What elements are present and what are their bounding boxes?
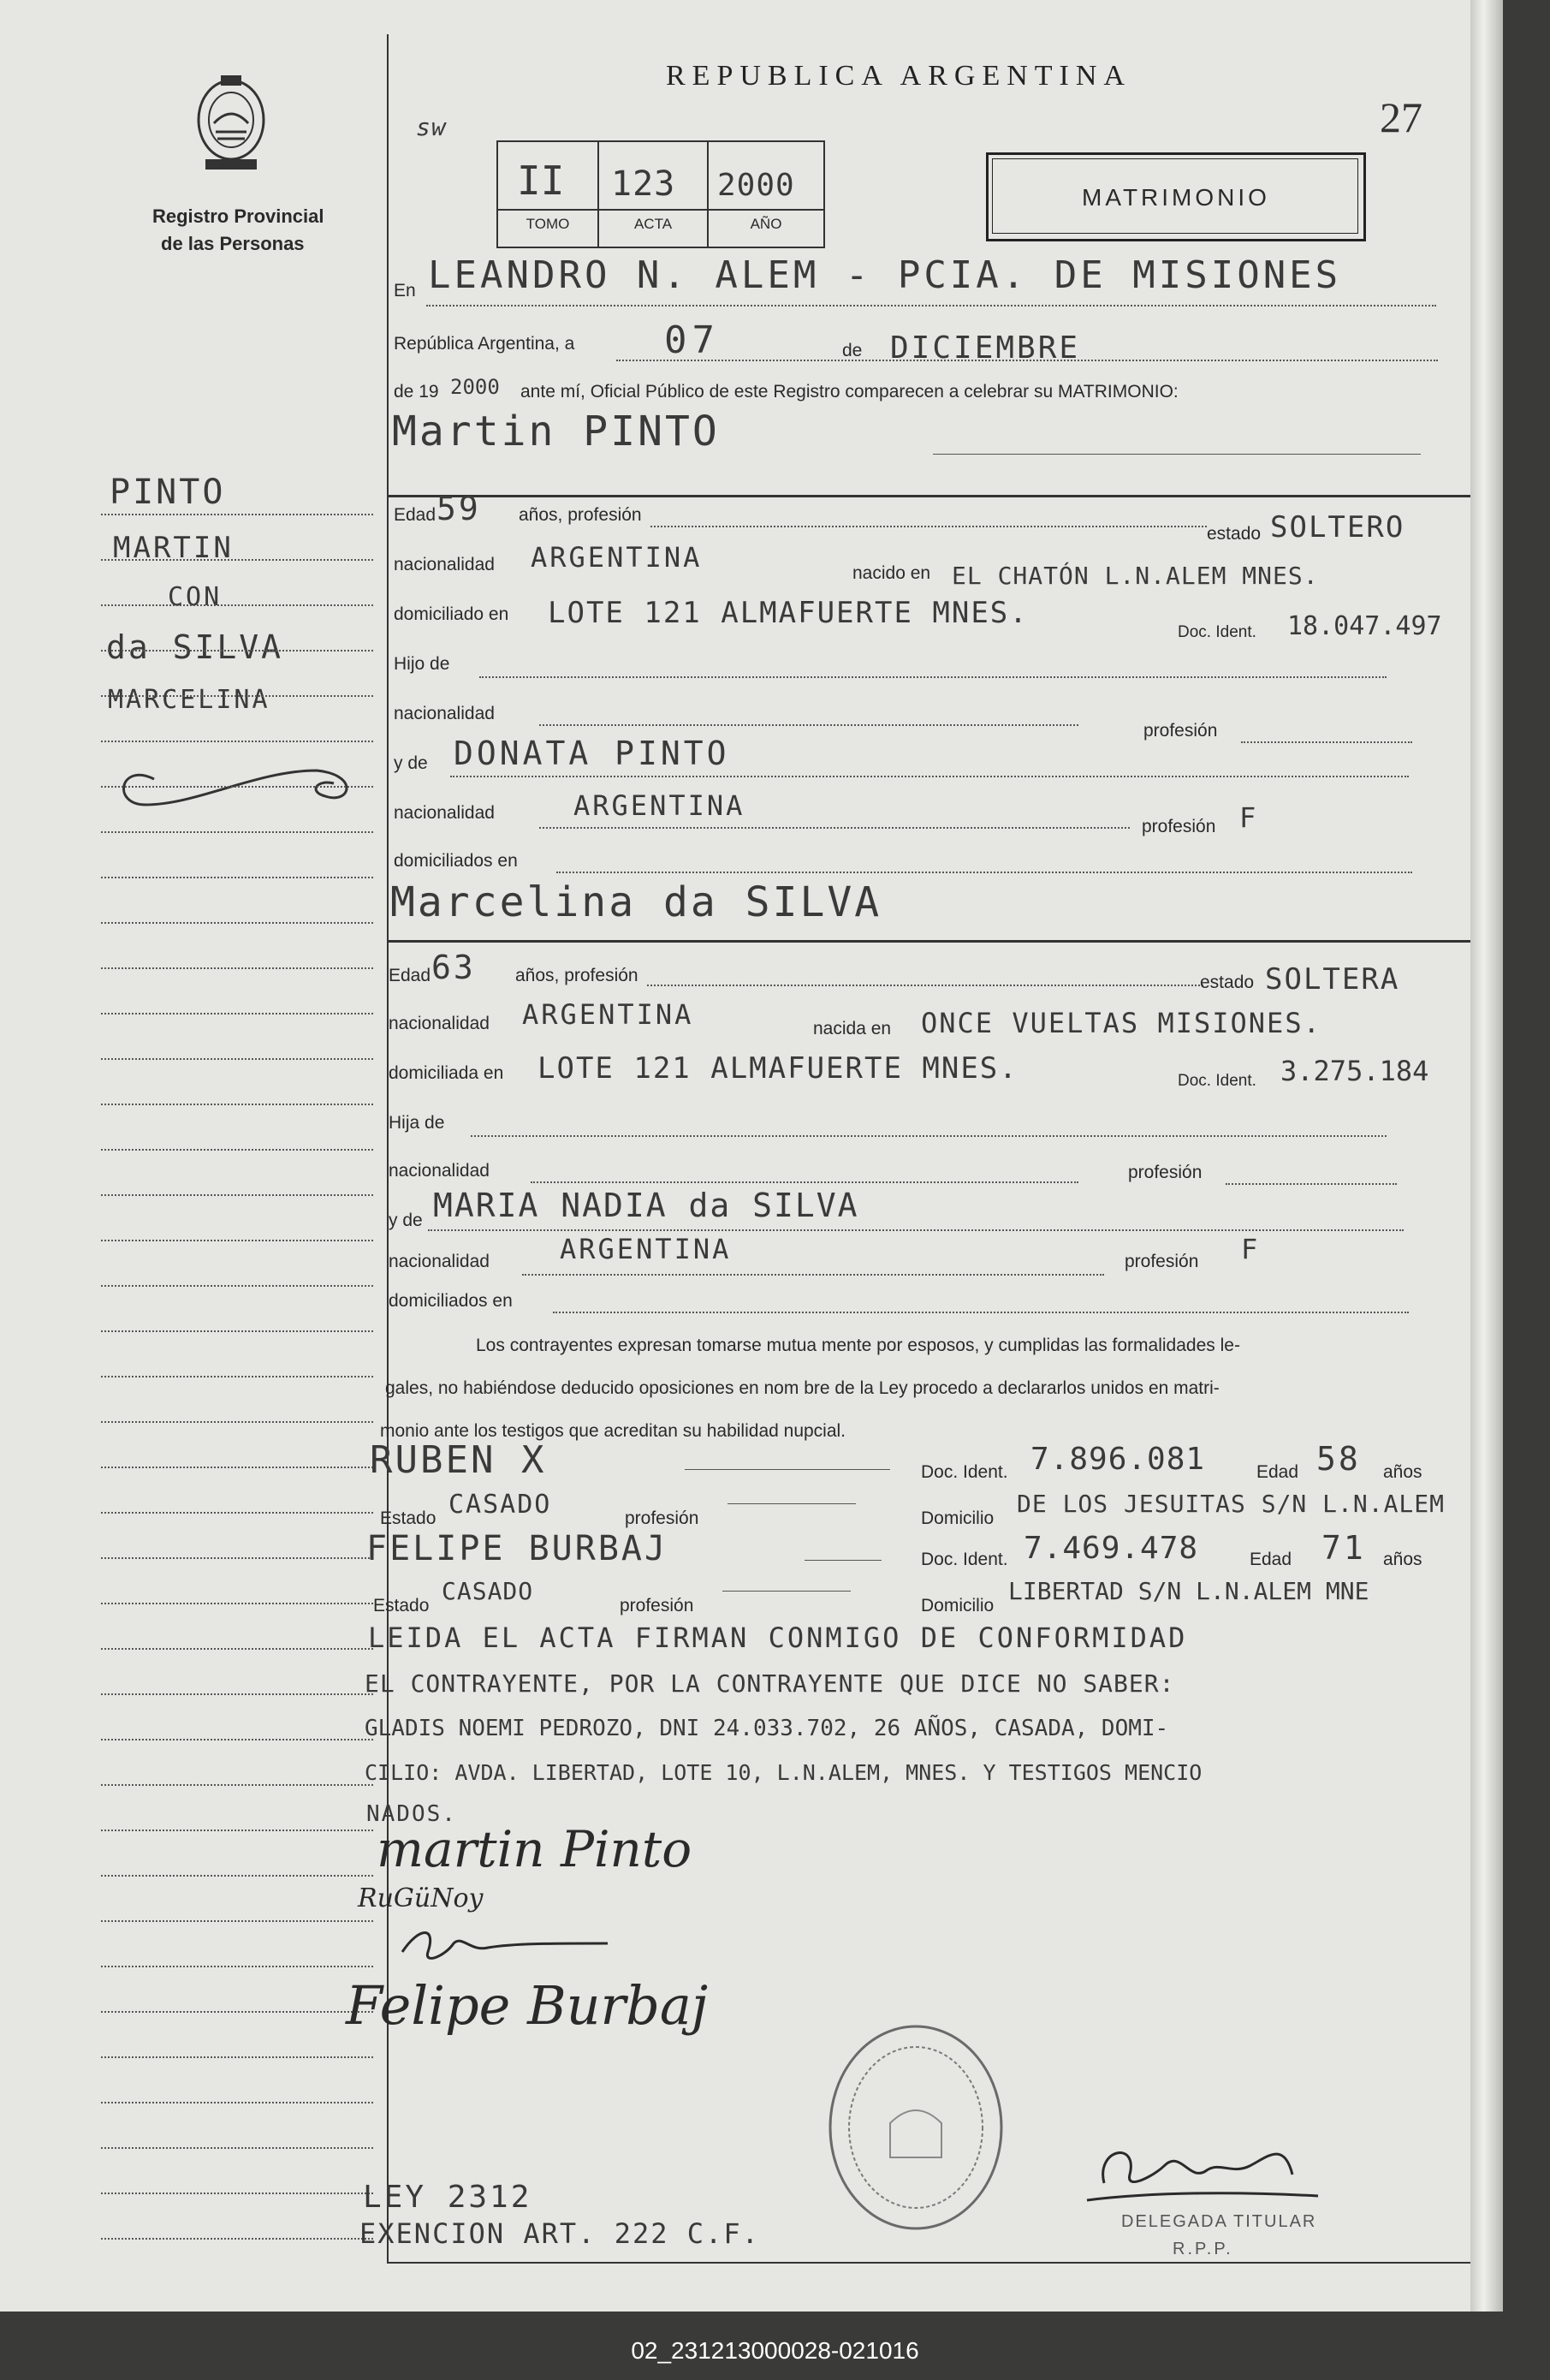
witness1-domicilio-value: DE LOS JESUITAS S/N L.N.ALEM bbox=[1017, 1490, 1446, 1518]
notes-line5: NADOS. bbox=[366, 1801, 457, 1827]
declaration-line1: Los contrayentes expresan tomarse mutua mente por esposos, y cumplidas las formalidades le- bbox=[476, 1336, 1240, 1355]
margin-ruled-line bbox=[101, 1920, 373, 1922]
groom-section-rule bbox=[389, 495, 1470, 497]
margin-ruled-line bbox=[101, 1194, 373, 1196]
margin-ruled-line bbox=[101, 1013, 373, 1014]
marginal-note: sw bbox=[416, 113, 447, 141]
place-value: LEANDRO N. ALEM - PCIA. DE MISIONES bbox=[428, 253, 1342, 297]
witness1-doc-value: 7.896.081 bbox=[1030, 1442, 1206, 1477]
bride-mother-value: MARIA NADIA da SILVA bbox=[433, 1187, 859, 1224]
bride-father-line bbox=[471, 1135, 1387, 1137]
groom-father-line bbox=[479, 676, 1387, 678]
margin-ruled-line bbox=[101, 1421, 373, 1423]
official-stamp-icon bbox=[822, 2020, 1010, 2234]
witness2-name-line bbox=[805, 1560, 882, 1561]
margin-ruled-line bbox=[101, 1739, 373, 1740]
bride-father-prof-line bbox=[1226, 1183, 1397, 1185]
day-value: 07 bbox=[664, 318, 720, 362]
margin-ruled-line bbox=[101, 604, 373, 606]
margin-flourish-icon bbox=[103, 753, 359, 822]
margin-ruled-line bbox=[101, 877, 373, 878]
witness2-profesion-label: profesión bbox=[620, 1596, 694, 1615]
groom-profesion-line bbox=[650, 526, 1207, 527]
officer-text: ante mí, Oficial Público de este Registro comparecen a celebrar su MATRIMONIO: bbox=[520, 382, 1179, 402]
bride-domicilio-label: domiciliada en bbox=[389, 1063, 504, 1083]
margin-ruled-line bbox=[101, 1104, 373, 1105]
bride-domicilio-value: LOTE 121 ALMAFUERTE MNES. bbox=[537, 1051, 1018, 1086]
margin-ruled-line bbox=[101, 2238, 373, 2240]
groom-mother-value: DONATA PINTO bbox=[454, 735, 730, 772]
groom-domicilio-label: domiciliado en bbox=[394, 604, 509, 624]
groom-nacido-value: EL CHATÓN L.N.ALEM MNES. bbox=[952, 562, 1319, 590]
bride-estado-value: SOLTERA bbox=[1265, 962, 1400, 997]
margin-ruled-line bbox=[101, 741, 373, 742]
en-label: En bbox=[394, 281, 416, 300]
ano-cell bbox=[709, 142, 823, 247]
date-line bbox=[616, 360, 1438, 361]
bride-nacionalidad-label: nacionalidad bbox=[389, 1014, 490, 1033]
bride-mother-line bbox=[428, 1229, 1404, 1231]
officer-caption: DELEGADA TITULAR bbox=[1121, 2212, 1317, 2231]
margin-name-line: PINTO bbox=[110, 473, 226, 512]
year-prefix: de 19 bbox=[394, 382, 439, 402]
margin-ruled-line bbox=[101, 1784, 373, 1786]
bride-name: Marcelina da SILVA bbox=[390, 878, 882, 926]
margin-ruled-line bbox=[101, 559, 373, 561]
month-value: DICIEMBRE bbox=[890, 330, 1081, 366]
margin-name-line: MARTIN bbox=[113, 531, 234, 565]
bride-mother-nac-label: nacionalidad bbox=[389, 1252, 490, 1271]
margin-ruled-line bbox=[101, 2193, 373, 2194]
bride-mother-nac-line bbox=[522, 1274, 1104, 1276]
registry-name-line2: de las Personas bbox=[161, 233, 305, 254]
margin-ruled-line bbox=[101, 1966, 373, 1967]
bride-domiciliados-line bbox=[553, 1312, 1409, 1313]
witness2-signature: Felipe Burbaj bbox=[346, 1974, 709, 2037]
margin-ruled-line bbox=[101, 1830, 373, 1831]
witness1-name: RUBEN X bbox=[370, 1438, 547, 1482]
margin-ruled-line bbox=[101, 831, 373, 833]
groom-profesion-label: años, profesión bbox=[519, 505, 642, 525]
margin-ruled-line bbox=[101, 1467, 373, 1468]
margin-ruled-line bbox=[101, 1512, 373, 1514]
groom-father-nac-label: nacionalidad bbox=[394, 704, 495, 723]
bride-profesion-label: años, profesión bbox=[515, 966, 638, 985]
de-label: de bbox=[842, 341, 863, 360]
groom-edad-label: Edad bbox=[394, 505, 436, 525]
margin-ruled-line bbox=[101, 786, 373, 788]
notes-line4: CILIO: AVDA. LIBERTAD, LOTE 10, L.N.ALEM, MNES. Y TESTIGOS MENCIO bbox=[365, 1760, 1203, 1785]
record-number-box bbox=[496, 140, 825, 248]
bride-mother-prof-value: F bbox=[1241, 1233, 1261, 1265]
margin-ruled-line bbox=[101, 1149, 373, 1151]
witness2-doc-value: 7.469.478 bbox=[1024, 1531, 1199, 1566]
groom-domicilio-value: LOTE 121 ALMAFUERTE MNES. bbox=[548, 596, 1029, 630]
margin-ruled-line bbox=[101, 922, 373, 924]
groom-mother-line bbox=[450, 776, 1409, 777]
bride-profesion-line bbox=[647, 985, 1203, 986]
republica-label: República Argentina, a bbox=[394, 334, 575, 354]
year-value: 2000 bbox=[450, 375, 500, 399]
groom-mother-nac-value: ARGENTINA bbox=[573, 789, 745, 822]
bride-estado-label: estado bbox=[1200, 973, 1255, 992]
margin-ruled-line bbox=[101, 1557, 373, 1559]
groom-mother-prof-label: profesión bbox=[1142, 817, 1216, 836]
bride-y-de-label: y de bbox=[389, 1211, 423, 1230]
groom-edad-value: 59 bbox=[436, 490, 481, 527]
witness1-name-line bbox=[685, 1469, 890, 1470]
groom-mother-nac-label: nacionalidad bbox=[394, 803, 495, 823]
left-margin-column bbox=[0, 0, 387, 2312]
witness1-edad-label: Edad bbox=[1256, 1462, 1299, 1482]
groom-domiciliados-line bbox=[556, 872, 1412, 873]
file-id-caption: 02_231213000028-021016 bbox=[631, 2337, 919, 2364]
acta-cell bbox=[599, 142, 709, 247]
margin-ruled-line bbox=[101, 2102, 373, 2103]
witness2-profesion-line bbox=[722, 1591, 851, 1592]
witness1-domicilio-label: Domicilio bbox=[921, 1508, 995, 1528]
bride-domiciliados-label: domiciliados en bbox=[389, 1291, 513, 1311]
bride-mother-nac-value: ARGENTINA bbox=[560, 1233, 732, 1265]
bride-edad-value: 63 bbox=[431, 949, 476, 986]
witness1-profesion-line bbox=[727, 1503, 856, 1504]
margin-ruled-line bbox=[101, 1285, 373, 1287]
margin-ruled-line bbox=[101, 1693, 373, 1695]
bride-nacionalidad-value: ARGENTINA bbox=[522, 998, 694, 1031]
declaration-line3: monio ante los testigos que acreditan su habilidad nupcial. bbox=[380, 1421, 846, 1441]
margin-ruled-line bbox=[101, 1875, 373, 1877]
witness2-estado-label: Estado bbox=[373, 1596, 430, 1615]
margin-ruled-line bbox=[101, 650, 373, 652]
notes-line3: GLADIS NOEMI PEDROZO, DNI 24.033.702, 26 AÑOS, CASADA, DOMI- bbox=[365, 1716, 1169, 1741]
groom-doc-label: Doc. Ident. bbox=[1178, 623, 1256, 641]
groom-father-nac-line bbox=[539, 724, 1078, 726]
groom-signature: martin Pinto bbox=[377, 1820, 692, 1878]
witness1-edad-value: 58 bbox=[1316, 1440, 1361, 1478]
registry-name-line1: Registro Provincial bbox=[152, 205, 324, 227]
groom-mother-prof-value: F bbox=[1239, 801, 1259, 834]
witness2-domicilio-label: Domicilio bbox=[921, 1596, 995, 1615]
margin-name-line: CON bbox=[168, 582, 223, 612]
groom-domiciliados-label: domiciliados en bbox=[394, 851, 518, 871]
witness1-signature: RuGüNoy bbox=[358, 1883, 484, 1913]
bride-nacida-label: nacida en bbox=[813, 1019, 892, 1038]
officer-signature-icon bbox=[1070, 2123, 1327, 2217]
tomo-cell bbox=[498, 142, 599, 247]
declaration-line2: gales, no habiéndose deducido oposiciones en nom bre de la Ley procedo a declararlos unidos en matri- bbox=[385, 1378, 1220, 1398]
bride-doc-value: 3.275.184 bbox=[1280, 1055, 1429, 1087]
margin-name-line: da SILVA bbox=[106, 628, 284, 666]
witness1-estado-label: Estado bbox=[380, 1508, 436, 1528]
margin-ruled-line bbox=[101, 1330, 373, 1332]
witness2-name: FELIPE BURBAJ bbox=[366, 1529, 668, 1568]
officer-org: R.P.P. bbox=[1173, 2240, 1233, 2258]
tomo-label: TOMO bbox=[498, 209, 597, 233]
officer-initial-signature-icon bbox=[377, 1918, 633, 1978]
acta-label: ACTA bbox=[599, 209, 707, 233]
margin-ruled-line bbox=[101, 695, 373, 697]
groom-name: Martin PINTO bbox=[392, 408, 720, 455]
witness2-estado-value: CASADO bbox=[442, 1577, 534, 1605]
act-type-label: MATRIMONIO bbox=[1082, 184, 1270, 211]
acta-value: 123 bbox=[611, 164, 676, 204]
ano-value: 2000 bbox=[717, 168, 795, 203]
bride-nacida-value: ONCE VUELTAS MISIONES. bbox=[921, 1007, 1321, 1039]
tomo-value: II bbox=[517, 158, 565, 204]
bride-edad-label: Edad bbox=[389, 966, 431, 985]
bride-father-nac-label: nacionalidad bbox=[389, 1161, 490, 1181]
notes-line1: LEIDA EL ACTA FIRMAN CONMIGO DE CONFORMIDAD bbox=[368, 1621, 1188, 1654]
exemption-reference: EXENCION ART. 222 C.F. bbox=[359, 2217, 760, 2250]
groom-nacido-label: nacido en bbox=[852, 563, 931, 583]
margin-ruled-line bbox=[101, 2056, 373, 2058]
act-type-box bbox=[986, 152, 1366, 241]
notes-line2: EL CONTRAYENTE, POR LA CONTRAYENTE QUE DICE NO SABER: bbox=[365, 1669, 1175, 1698]
margin-ruled-line bbox=[101, 1058, 373, 1060]
ano-label: AÑO bbox=[709, 209, 823, 233]
bride-mother-prof-label: profesión bbox=[1125, 1252, 1199, 1271]
groom-nacionalidad-value: ARGENTINA bbox=[531, 541, 703, 574]
margin-name-line: MARCELINA bbox=[108, 685, 270, 715]
groom-mother-nac-line bbox=[539, 827, 1130, 829]
groom-name-line bbox=[933, 454, 1421, 455]
margin-ruled-line bbox=[101, 1240, 373, 1241]
law-reference: LEY 2312 bbox=[363, 2180, 532, 2215]
groom-estado-label: estado bbox=[1207, 524, 1262, 544]
witness1-estado-value: CASADO bbox=[448, 1490, 552, 1520]
page-number: 27 bbox=[1380, 93, 1422, 141]
margin-ruled-line bbox=[101, 1648, 373, 1650]
witness2-domicilio-value: LIBERTAD S/N L.N.ALEM MNE bbox=[1008, 1577, 1369, 1605]
groom-nacionalidad-label: nacionalidad bbox=[394, 555, 495, 574]
groom-doc-value: 18.047.497 bbox=[1287, 611, 1442, 641]
bride-father-nac-line bbox=[531, 1181, 1078, 1183]
bride-hija-label: Hija de bbox=[389, 1113, 445, 1133]
country-heading: REPUBLICA ARGENTINA bbox=[666, 60, 1131, 92]
groom-father-prof-label: profesión bbox=[1143, 721, 1218, 741]
witness2-doc-label: Doc. Ident. bbox=[921, 1550, 1008, 1569]
margin-ruled-line bbox=[101, 514, 373, 515]
margin-ruled-line bbox=[101, 2011, 373, 2013]
witness2-anos-label: años bbox=[1383, 1550, 1422, 1569]
witness1-profesion-label: profesión bbox=[625, 1508, 699, 1528]
witness2-edad-value: 71 bbox=[1321, 1529, 1366, 1567]
groom-y-de-label: y de bbox=[394, 753, 428, 773]
groom-hijo-label: Hijo de bbox=[394, 654, 450, 674]
bride-doc-label: Doc. Ident. bbox=[1178, 1072, 1256, 1090]
witness1-anos-label: años bbox=[1383, 1462, 1422, 1482]
place-line bbox=[426, 305, 1436, 306]
margin-ruled-line bbox=[101, 2147, 373, 2149]
provincial-seal-icon bbox=[188, 70, 274, 181]
margin-ruled-line bbox=[101, 967, 373, 969]
witness2-edad-label: Edad bbox=[1250, 1550, 1292, 1569]
bride-father-prof-label: profesión bbox=[1128, 1163, 1203, 1182]
page-edge bbox=[1470, 0, 1503, 2312]
groom-father-prof-line bbox=[1241, 741, 1412, 743]
margin-ruled-line bbox=[101, 1376, 373, 1377]
witness1-doc-label: Doc. Ident. bbox=[921, 1462, 1008, 1482]
bride-section-rule bbox=[389, 940, 1470, 943]
margin-ruled-line bbox=[101, 1603, 373, 1604]
groom-estado-value: SOLTERO bbox=[1270, 510, 1405, 544]
